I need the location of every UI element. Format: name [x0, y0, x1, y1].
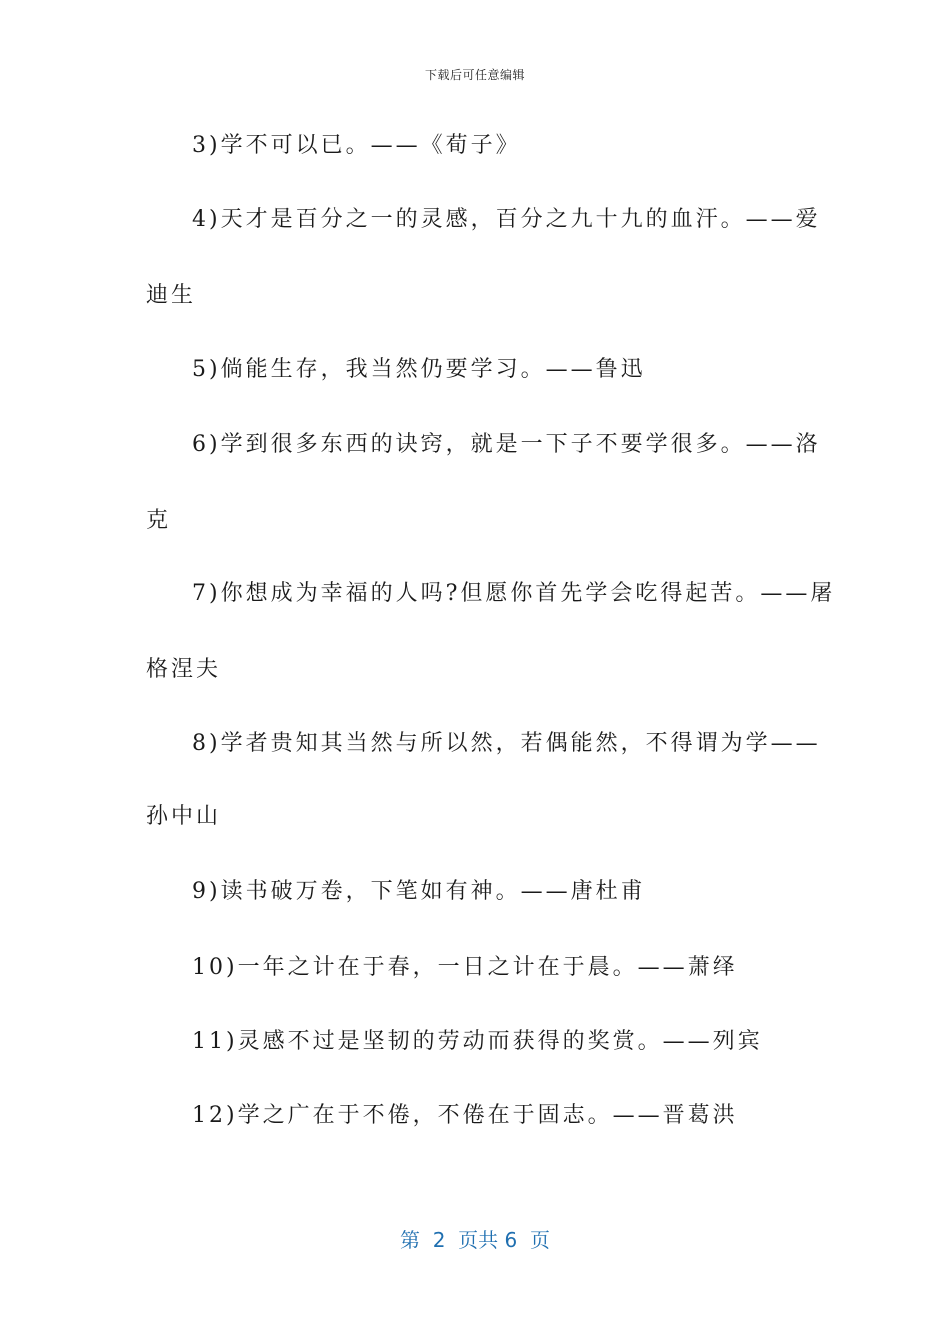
- page-number-footer: 第 2 页共 6 页: [400, 1228, 550, 1252]
- quote-line-12: 12)学之广在于不倦，不倦在于固志。——晋葛洪: [192, 1103, 738, 1128]
- quote-line-8-continued: 孙中山: [146, 804, 222, 829]
- quote-line-3: 3)学不可以已。——《荀子》: [192, 133, 521, 158]
- quote-line-11: 11)灵感不过是坚韧的劳动而获得的奖赏。——列宾: [192, 1029, 763, 1054]
- quote-line-7: 7)你想成为幸福的人吗?但愿你首先学会吃得起苦。——屠: [192, 581, 836, 606]
- quote-line-9: 9)读书破万卷，下笔如有神。——唐杜甫: [192, 879, 646, 904]
- quote-line-7-continued: 格涅夫: [146, 657, 222, 682]
- quote-line-4-continued: 迪生: [146, 283, 197, 308]
- quote-line-8: 8)学者贵知其当然与所以然，若偶能然，不得谓为学——: [192, 731, 821, 756]
- quote-line-10: 10)一年之计在于春，一日之计在于晨。——萧绎: [192, 955, 738, 980]
- quote-line-6: 6)学到很多东西的诀窍，就是一下子不要学很多。——洛: [192, 432, 821, 457]
- page-header: 下载后可任意编辑: [424, 68, 525, 82]
- quote-line-6-continued: 克: [146, 508, 172, 533]
- quote-line-5: 5)倘能生存，我当然仍要学习。——鲁迅: [192, 357, 646, 382]
- quote-line-4: 4)天才是百分之一的灵感，百分之九十九的血汗。——爱: [192, 207, 821, 232]
